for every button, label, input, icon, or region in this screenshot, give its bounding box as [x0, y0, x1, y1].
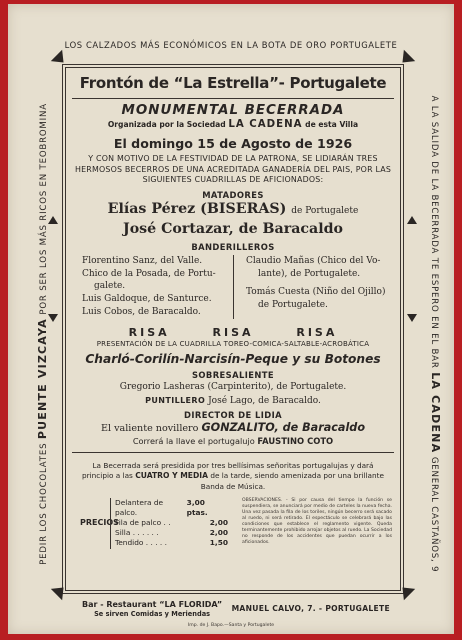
matador-1-name: Elías Pérez (BISERAS): [107, 200, 287, 217]
organizer-prefix: Organizada por la Sociedad: [107, 120, 226, 129]
venue-title: Frontón de “La Estrella”- Portugalete: [79, 74, 387, 92]
banderilleros-right: [233, 255, 398, 319]
price-list: [110, 498, 228, 549]
banderillero-line: de Portugalete.: [258, 300, 328, 311]
matadores-heading: MATADORES: [202, 189, 264, 200]
price-value: 3,00 ptas.: [186, 497, 208, 517]
presentation-line: PRESENTACIÓN DE LA CUADRILLA TOREO-COMICA-SALTABLE-ACROBÁTICA: [96, 339, 370, 348]
banderillero-line: Chico de la Posada, de Portu-: [82, 268, 216, 279]
divider: [72, 452, 394, 453]
banderillero-line: lante), de Portugalete.: [258, 268, 361, 279]
intro-text: Y CON MOTIVO DE LA FESTIVIDAD DE LA PATRONA, SE LIDIARÁN TRES HERMOSOS BECERROS DE UNA ACREDITADA GANADERÍA DEL PAIS, POR LAS SIGUIENTES CUADRILLAS DE AFICIONADOS:: [74, 154, 392, 185]
poster-content: [68, 70, 398, 549]
price-value: 2,00: [209, 517, 228, 527]
banderilleros-columns: [68, 255, 398, 319]
price-row: [115, 498, 228, 518]
puntillero-line: [68, 396, 398, 406]
top-banner: LOS CALZADOS MÁS ECONÓMICOS EN LA BOTA DE ORO PORTUGALETE: [64, 40, 398, 50]
banderillero-line: Florentino Sanz, del Valle.: [82, 255, 203, 266]
sobresaliente-heading: SOBRESALIENTE: [191, 369, 275, 380]
organizer-line: [68, 119, 398, 130]
banderillero-line: Luis Galdoque, de Santurce.: [82, 294, 212, 305]
risa-word: RISA: [296, 325, 338, 339]
price-item: Fila de palco . .: [115, 517, 171, 527]
divider: [72, 98, 394, 99]
printer-credit: Imp. de J. Bapo.—Santa y Portugalete: [187, 623, 275, 628]
event-title: MONUMENTAL BECERRADA: [121, 103, 345, 118]
observations-text: OBSERVACIONES. - Si por causa del tiempo la función se suspendiera, se anunciará por medio de carteles la nueva fecha. Una vez pasada la fila de los toriles, ningún becerro será sacado al ruedo, ni será retirado. El espectáculo se celebrará bajo las condiciones que establece el reglamento vigente. Queda terminantemente prohibido arrojar objetos al ruedo. La Sociedad no responde de los accidentes que puedan ocurrir a los aficionados.: [242, 497, 392, 545]
comic-troupe: Charló-Corilín-Narcisín-Peque y su Botones: [85, 351, 381, 366]
director-line: [68, 421, 398, 434]
matador-1-origin: de Portugalete: [291, 205, 359, 216]
price-row: [115, 538, 228, 548]
banderillero-line: Tomás Cuesta (Niño del Ojillo): [246, 287, 386, 298]
side-right-brand: LA CADENA: [429, 372, 442, 454]
llave-text: Correrá la llave el portugalujo: [132, 435, 255, 446]
matador-2: [68, 220, 398, 238]
side-left-brand: PUENTE VIZCAYA: [36, 318, 49, 440]
banderilleros-heading: BANDERILLEROS: [191, 241, 275, 252]
side-right-suffix: GENERAL CASTAÑOS, 9: [429, 456, 439, 573]
side-right-prefix: A LA SALIDA DE LA BECERRADA TE ESPERO EN EL BAR: [429, 95, 439, 369]
side-arrow-right-lower-icon: [407, 314, 417, 322]
sobresaliente-text: Gregorio Lasheras (Carpinterito), de Portugalete.: [119, 381, 347, 392]
side-advert-left: [36, 54, 56, 614]
price-value: 1,50: [209, 538, 228, 548]
presidency-text: [68, 461, 398, 493]
risa-word: RISA: [128, 325, 170, 339]
presidency-time: CUATRO Y MEDIA: [135, 471, 208, 481]
director-prefix: El valiente novillero: [100, 422, 199, 434]
bar-subtitle: Se sirven Comidas y Meriendas: [94, 610, 211, 618]
llave-name: FAUSTINO COTO: [257, 435, 334, 446]
price-value: 2,00: [209, 528, 228, 538]
organizer-suffix: de esta Villa: [305, 120, 359, 129]
footer: [82, 600, 390, 618]
price-item: Delantera de palco.: [115, 497, 164, 517]
banderillero-line: Luis Cobos, de Baracaldo.: [82, 306, 201, 317]
side-advert-right: [422, 54, 442, 614]
prices-label: PRECIOS: [80, 517, 119, 527]
director-heading: DIRECTOR DE LIDIA: [184, 409, 282, 420]
bar-info: [82, 600, 222, 618]
organizer-name: LA CADENA: [228, 119, 303, 130]
director-name: GONZALITO, de Baracaldo: [201, 420, 366, 434]
risa-line: [68, 326, 398, 339]
price-row: [115, 528, 228, 538]
presidency-part1: La Becerrada será presidida por tres bellísimas señoritas portugalujas y dará principio a las: [82, 460, 374, 481]
llave-line: [68, 436, 398, 446]
risa-word: RISA: [212, 325, 254, 339]
side-arrow-right-upper-icon: [407, 216, 417, 224]
banderillero-line: galete.: [94, 281, 126, 292]
event-date: El domingo 15 de Agosto de 1926: [113, 136, 353, 151]
price-item: Silla . . . . . .: [115, 528, 159, 538]
banderillero-line: Claudio Mañas (Chico del Vo-: [246, 255, 381, 266]
puntillero-heading: PUNTILLERO: [145, 395, 206, 405]
side-left-prefix: PEDIR LOS CHOCOLATES: [39, 442, 49, 565]
price-row: [115, 518, 228, 528]
matador-1: [68, 200, 398, 220]
puntillero-text: José Lago, de Baracaldo.: [208, 395, 321, 406]
side-left-suffix: POR SER LOS MÁS RICOS EN TEOBROMINA: [39, 103, 49, 315]
prices-section: [68, 498, 398, 549]
presidency-part2: de la tarde, siendo amenizada por una brillante Banda de Música.: [200, 471, 384, 491]
matador-2-name: José Cortazar, de Baracaldo: [122, 220, 344, 237]
address: MANUEL CALVO, 7. - PORTUGALETE: [231, 604, 390, 613]
bar-name: Bar - Restaurant “LA FLORIDA”: [82, 600, 223, 609]
price-item: Tendido . . . . .: [115, 538, 167, 548]
banderilleros-left: [68, 255, 233, 319]
poster-paper: [8, 4, 454, 634]
